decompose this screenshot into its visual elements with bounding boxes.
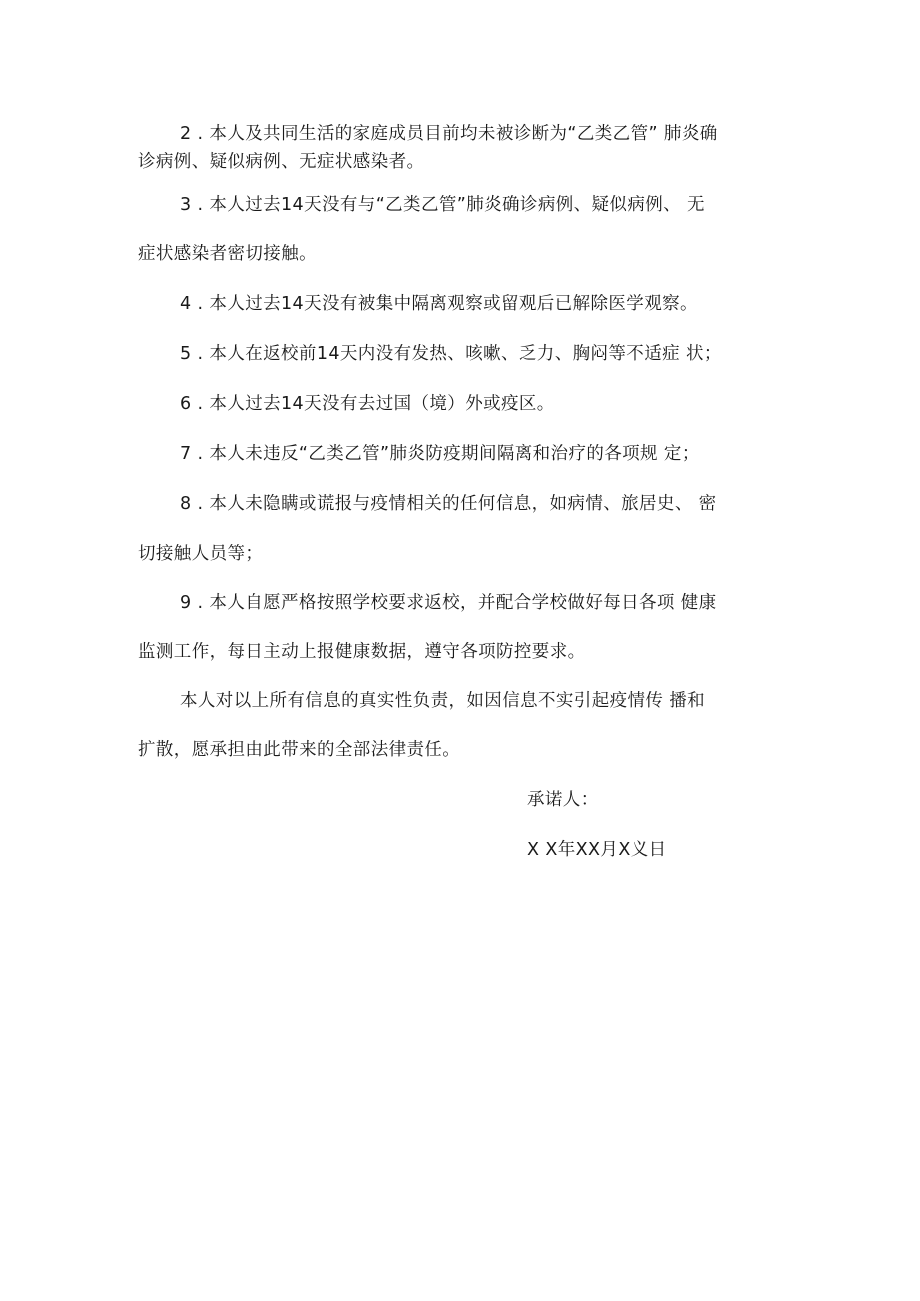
signer-label: 承诺人：	[527, 790, 599, 810]
clause-6-line-1: 6 . 本人过去14天没有去过国（境）外或疫区。	[180, 394, 555, 414]
clause-4-line-1: 4 . 本人过去14天没有被集中隔离观察或留观后已解除医学观察。	[180, 294, 698, 314]
clause-5-line-1: 5 . 本人在返校前14天内没有发热、咳嗽、乏力、胸闷等不适症 状；	[180, 344, 722, 364]
clause-8-line-2: 切接触人员等；	[138, 544, 264, 564]
clause-8-line-1: 8 . 本人未隐瞒或谎报与疫情相关的任何信息，如病情、旅居史、 密	[180, 494, 717, 514]
clause-2-line-1: 2 . 本人及共同生活的家庭成员目前均未被诊断为“乙类乙管” 肺炎确	[180, 124, 718, 144]
clause-3-line-1: 3 . 本人过去14天没有与“乙类乙管”肺炎确诊病例、疑似病例、 无	[180, 195, 705, 215]
signature-date: X X年XX月X义日	[527, 840, 667, 860]
clause-9-line-1: 9 . 本人自愿严格按照学校要求返校，并配合学校做好每日各项 健康	[180, 593, 717, 613]
closing-line-2: 扩散，愿承担由此带来的全部法律责任。	[138, 740, 461, 760]
clause-7-line-1: 7 . 本人未违反“乙类乙管”肺炎防疫期间隔离和治疗的各项规 定；	[180, 444, 700, 464]
clause-2-line-2: 诊病例、疑似病例、无症状感染者。	[138, 152, 425, 172]
clause-9-line-2: 监测工作，每日主动上报健康数据，遵守各项防控要求。	[138, 642, 586, 662]
clause-3-line-2: 症状感染者密切接触。	[138, 244, 317, 264]
closing-line-1: 本人对以上所有信息的真实性负责，如因信息不实引起疫情传 播和	[180, 691, 706, 711]
